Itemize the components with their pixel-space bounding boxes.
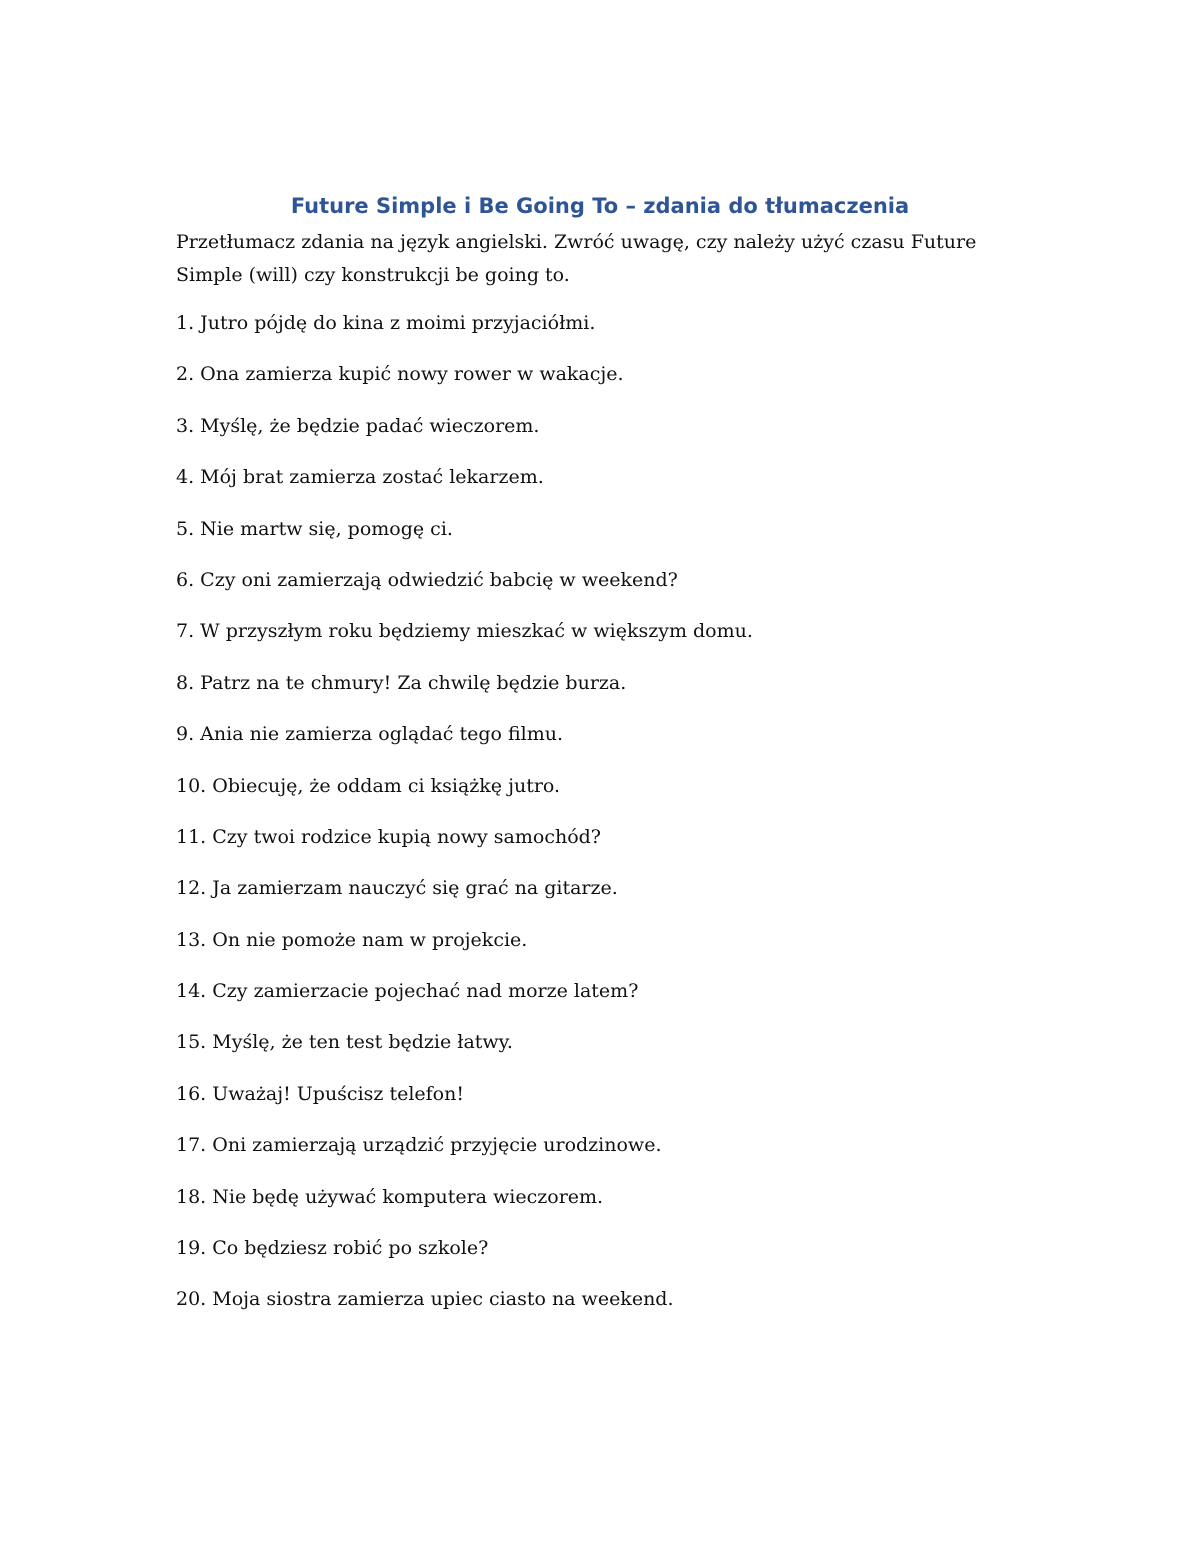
list-item: 5. Nie martw się, pomogę ci. [176, 517, 453, 540]
sentence-list [176, 305, 1056, 1333]
list-item: 9. Ania nie zamierza oglądać tego filmu. [176, 723, 564, 746]
list-item: 7. W przyszłym roku będziemy mieszkać w większym domu. [176, 620, 753, 643]
list-item: 11. Czy twoi rodzice kupią nowy samochód? [176, 825, 601, 848]
list-item: 14. Czy zamierzacie pojechać nad morze latem? [176, 980, 639, 1003]
list-item: 20. Moja siostra zamierza upiec ciasto na weekend. [176, 1288, 674, 1311]
page-title: Future Simple i Be Going To – zdania do tłumaczenia [290, 194, 910, 218]
list-item: 17. Oni zamierzają urządzić przyjęcie urodzinowe. [176, 1134, 662, 1157]
list-item: 13. On nie pomoże nam w projekcie. [176, 928, 528, 951]
list-item: 8. Patrz na te chmury! Za chwilę będzie burza. [176, 671, 627, 694]
list-item: 15. Myślę, że ten test będzie łatwy. [176, 1031, 513, 1054]
list-item: 1. Jutro pójdę do kina z moimi przyjaciółmi. [176, 312, 596, 334]
list-item: 2. Ona zamierza kupić nowy rower w wakacje. [176, 363, 624, 386]
list-item: 16. Uważaj! Upuścisz telefon! [176, 1082, 464, 1105]
list-item: 18. Nie będę używać komputera wieczorem. [176, 1185, 604, 1208]
list-item: 4. Mój brat zamierza zostać lekarzem. [176, 466, 544, 489]
instruction-paragraph: Przetłumacz zdania na język angielski. Zwróć uwagę, czy należy użyć czasu Future Simple (will) czy konstrukcji be going to. [176, 231, 977, 286]
list-item: 19. Co będziesz robić po szkole? [176, 1237, 489, 1260]
list-item: 12. Ja zamierzam nauczyć się grać na gitarze. [176, 877, 618, 900]
list-item: 10. Obiecuję, że oddam ci książkę jutro. [176, 774, 561, 797]
list-item: 3. Myślę, że będzie padać wieczorem. [176, 414, 540, 437]
list-item: 6. Czy oni zamierzają odwiedzić babcię w weekend? [176, 568, 678, 591]
